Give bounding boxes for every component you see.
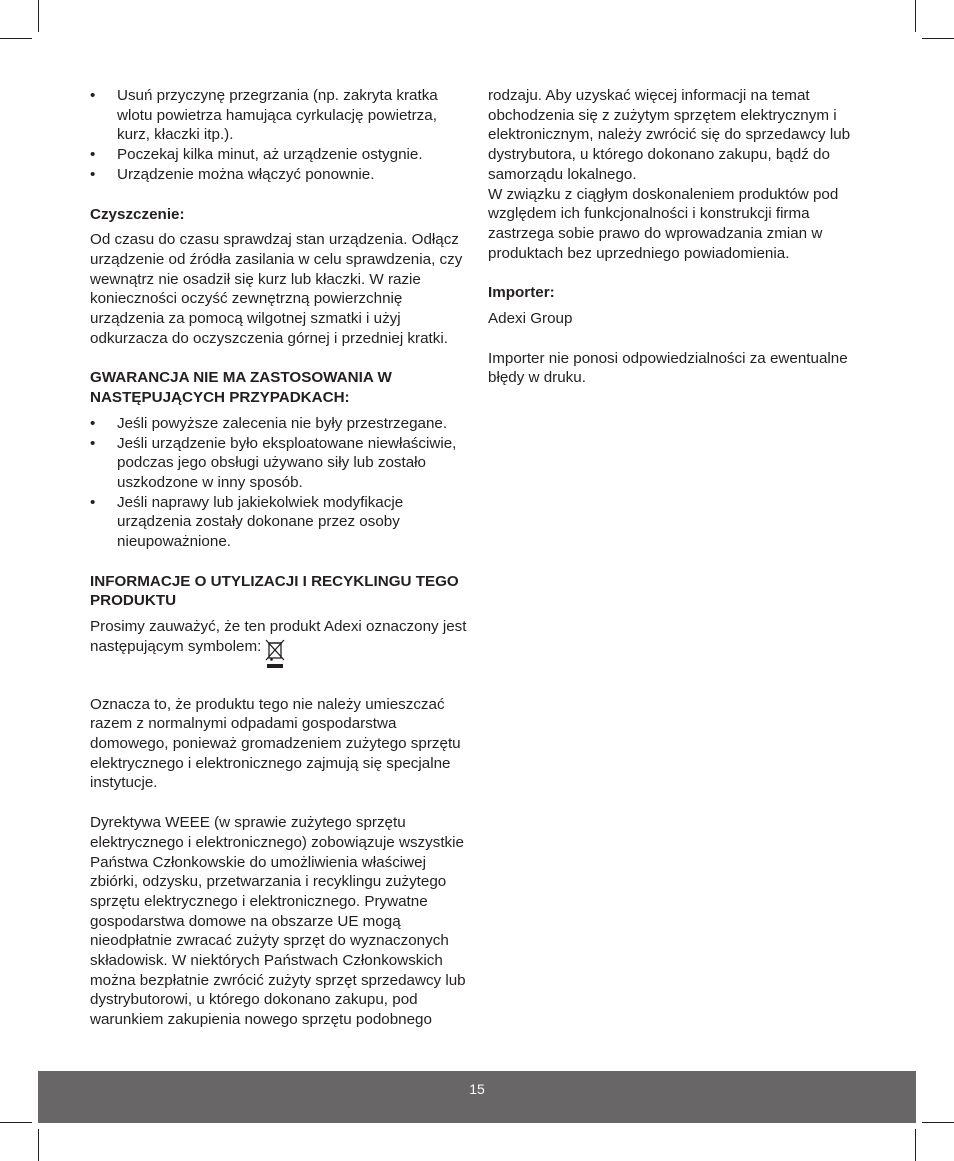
crop-mark-bottom-left-vertical	[38, 1129, 39, 1161]
crop-mark-top-left-horizontal	[0, 38, 32, 39]
bullet-icon: •	[90, 493, 96, 511]
crop-mark-top-right-vertical	[915, 0, 916, 32]
left-column	[90, 86, 474, 1030]
bullet-icon: •	[90, 434, 96, 452]
cleaning-heading: Czyszczenie:	[90, 205, 185, 223]
right-column	[488, 86, 872, 388]
crop-mark-bottom-right-vertical	[915, 1129, 916, 1161]
bullet-icon: •	[90, 414, 96, 432]
list-item: • Urządzenie można włączyć ponownie.	[90, 165, 375, 183]
overheat-steps-list	[90, 86, 474, 185]
printing-disclaimer: Importer nie ponosi odpowiedzialności za ewentualne błędy w druku.	[488, 349, 848, 387]
list-item: • Jeśli urządzenie było eksploatowane niewłaściwie, podczas jego obsługi używano siły lub zostało uszkodzone w inny sposób.	[90, 434, 457, 491]
warranty-heading: GWARANCJA NIE MA ZASTOSOWANIA W NASTĘPUJĄCYCH PRZYPADKACH:	[90, 369, 392, 407]
warranty-exclusions-list	[90, 414, 474, 552]
weee-directive-paragraph: Dyrektywa WEEE (w sprawie zużytego sprzętu elektrycznego i elektronicznego) zobowiązuje wszystkie Państwa Członkowskie do umożliwienia właściwej zbiórki, odzysku, przetwarzania i recyklingu zużytego sprzętu elektrycznego i elektronicznego. Prywatne gospodarstwa domowe na obszarze UE mogą nieodpłatnie zwracać zużyty sprzęt do wyznaczonych składowisk. W niektórych Państwach Członkowskich można bezpłatnie zwrócić zużyty sprzęt sprzedawcy lub dystrybutorowi, u którego dokonano zakupu, pod warunkiem zakupienia nowego sprzętu podobnego	[90, 814, 466, 1029]
importer-heading: Importer:	[488, 284, 555, 302]
cleaning-paragraph: Od czasu do czasu sprawdzaj stan urządzenia. Odłącz urządzenie od źródła zasilania w celu sprawdzenia, czy wewnątrz nie osadził się kurz lub kłaczki. W razie konieczności oczyść zewnętrzną powierzchnię urządzenia za pomocą wilgotnej szmatki i użyj odkurzacza do oczyszczenia górnej i przedniej kratki.	[90, 231, 463, 347]
bullet-icon: •	[90, 146, 96, 164]
bullet-icon: •	[90, 87, 96, 104]
crossed-out-wheelie-bin-icon	[265, 639, 285, 675]
symbol-meaning-paragraph: Oznacza to, że produktu tego nie należy umieszczać razem z normalnymi odpadami gospodarstwa domowego, ponieważ gromadzeniem zużytego sprzętu elektrycznego i elektronicznego zajmują się specjalne instytucje.	[90, 695, 461, 792]
crop-mark-bottom-right-horizontal	[922, 1122, 954, 1123]
weee-continued-paragraph: rodzaju. Aby uzyskać więcej informacji na temat obchodzenia się z zużytym sprzętem elektrycznym i elektronicznym, należy zwrócić się do sprzedawcy lub dystrybutora, u którego dokonano zakupu, bądź do samorządu lokalnego.	[488, 87, 851, 183]
list-item: • Jeśli powyższe zalecenia nie były przestrzegane.	[90, 414, 448, 432]
crop-mark-top-right-horizontal	[922, 38, 954, 39]
importer-name: Adexi Group	[488, 310, 573, 328]
list-item: • Usuń przyczynę przegrzania (np. zakryta kratka wlotu powietrza hamująca cyrkulację powietrza, kurz, kłaczki itp.).	[90, 87, 438, 144]
list-item: • Jeśli naprawy lub jakiekolwiek modyfikacje urządzenia zostały dokonane przez osoby nieupoważnione.	[90, 493, 404, 551]
product-improvement-paragraph: W związku z ciągłym doskonaleniem produktów pod względem ich funkcjonalności i konstrukcji firma zastrzega sobie prawo do wprowadzania zmian w produktach bez uprzedniego powiadomienia.	[488, 185, 839, 262]
crop-mark-top-left-vertical	[38, 0, 39, 32]
crop-mark-bottom-left-horizontal	[0, 1122, 32, 1123]
footer-bar	[38, 1071, 916, 1123]
bullet-icon: •	[90, 165, 96, 183]
symbol-paragraph: Prosimy zauważyć, że ten produkt Adexi oznaczony jest następującym symbolem:	[90, 617, 474, 674]
page-number: 15	[469, 1081, 485, 1097]
list-item: • Poczekaj kilka minut, aż urządzenie ostygnie.	[90, 146, 423, 164]
recycling-heading: INFORMACJE O UTYLIZACJI I RECYKLINGU TEGO PRODUKTU	[90, 572, 459, 610]
